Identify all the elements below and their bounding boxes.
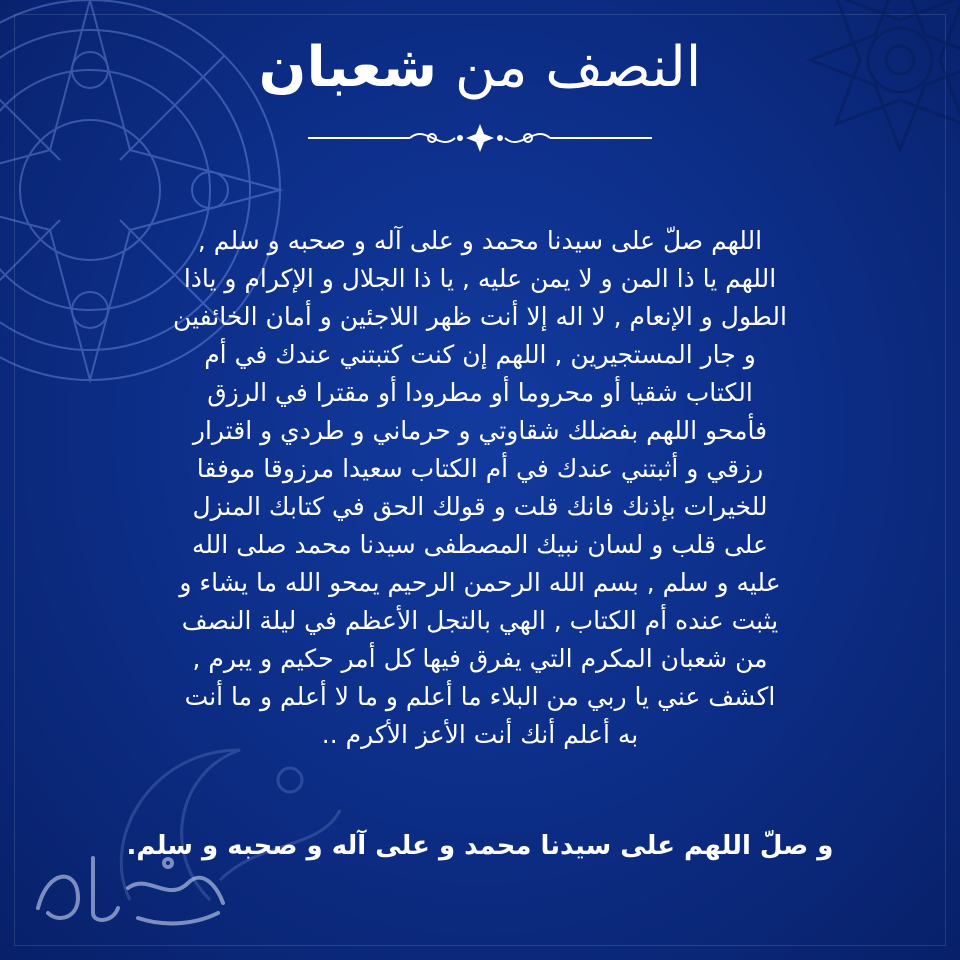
prayer-line: به أعلم أنك أنت الأعز الأكرم .. — [321, 720, 639, 749]
prayer-line: و جار المستجيرين , اللهم إن كنت كتبتني عندك في أم — [204, 340, 756, 369]
prayer-line: اللهم يا ذا المن و لا يمن عليه , يا ذا الجلال و الإكرام و ياذا — [183, 264, 777, 293]
prayer-line: من شعبان المكرم التي يفرق فيها كل أمر حكيم و يبرم , — [192, 644, 768, 673]
title-part-1: النصف من — [454, 35, 702, 100]
page-title — [259, 28, 702, 108]
prayer-line: يثبت عنده أم الكتاب , الهي بالتجل الأعظم في ليلة النصف — [181, 606, 779, 635]
prayer-line: على قلب و لسان نبيك المصطفى سيدنا محمد صلى الله — [192, 530, 768, 559]
title-wrapper — [0, 28, 960, 108]
prayer-line: رزقي و أثبتني عندك في أم الكتاب سعيدا مرزوقا موفقا — [196, 454, 764, 483]
flourish-divider — [300, 118, 660, 158]
prayer-line: عليه و سلم , بسم الله الرحمن الرحيم يمحو الله ما يشاء و — [179, 568, 781, 597]
prayer-line: اللهم صلّ على سيدنا محمد و على آله و صحبه و سلم , — [197, 226, 763, 255]
prayer-line: فأمحو اللهم بفضلك شقاوتي و حرماني و طردي و اقترار — [192, 416, 768, 445]
calligraphy-watermark-logo — [18, 828, 238, 938]
prayer-text — [60, 222, 900, 754]
prayer-line: الكتاب شقيا أو محروما أو مطرودا أو مقترا في الرزق — [207, 378, 753, 407]
prayer-line: للخيرات بإذنك فانك قلت و قولك الحق في كتابك المنزل — [192, 492, 768, 521]
title-part-2: شعبان — [258, 35, 438, 100]
prayer-line: الطول و الإنعام , لا اله إلا أنت ظهر اللاجئين و أمان الخائفين — [173, 302, 787, 331]
closing-salutation: و صلّ اللهم على سيدنا محمد و على آله و صحبه و سلم. — [126, 831, 834, 861]
prayer-line: اكشف عني يا ربي من البلاء ما أعلم و ما لا أعلم و ما أنت — [184, 682, 776, 711]
